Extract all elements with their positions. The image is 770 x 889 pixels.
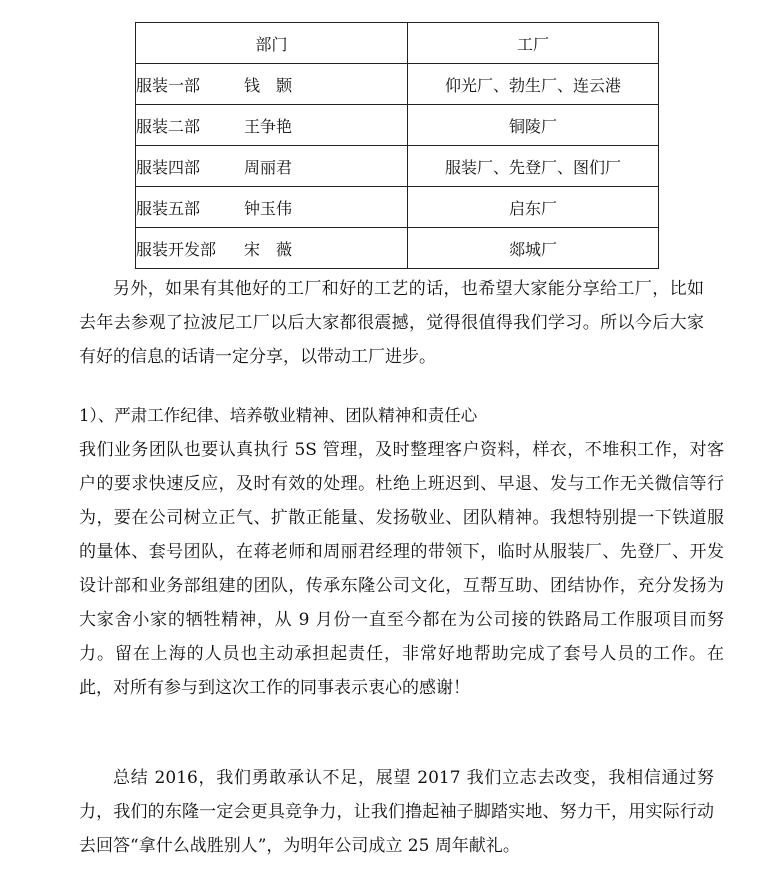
person-name: 王争艳 <box>244 116 293 136</box>
person-name: 钱 颢 <box>244 75 293 95</box>
factory-cell: 服装厂、先登厂、图们厂 <box>408 146 659 187</box>
department-name: 服装二部 <box>136 116 201 136</box>
header-factory: 工厂 <box>408 23 659 64</box>
department-cell <box>136 228 408 269</box>
table-row <box>136 228 659 269</box>
header-department: 部门 <box>136 23 408 64</box>
department-cell <box>136 105 408 146</box>
paragraph-summary-2016: 总结 2016，我们勇敢承认不足，展望 2017 我们立志去改变，我相信通过努力，我们的东隆一定会更具竞争力，让我们撸起袖子脚踏实地、努力干，用实际行动去回答“拿什么战胜别人”，为明年公司成立 25 周年献礼。 <box>79 768 714 856</box>
factory-cell: 启东厂 <box>408 187 659 228</box>
table-row <box>136 187 659 228</box>
department-cell <box>136 64 408 105</box>
paragraph-team-discipline: 我们业务团队也要认真执行 5S 管理，及时整理客户资料，样衣，不堆积工作，对客户的要求快速反应，及时有效的处理。杜绝上班迟到、早退、发与工作无关微信等行为，要在公司树立正气、扩散正能量、发扬敬业、团队精神。我想特别提一下铁道服的量体、套号团队，在蒋老师和周丽君经理的带领下，临时从服装厂、先登厂、开发设计部和业务部组建的团队，传承东隆公司文化，互帮互助、团结协作，充分发扬为大家舍小家的牺牲精神，从 9 月份一直至今都在为公司接的铁路局工作服项目而努力。留在上海的人员也主动承担起责任，非常好地帮助完成了套号人员的工作。在此，对所有参与到这次工作的同事表示衷心的感谢！ <box>79 440 724 698</box>
department-factory-table <box>135 22 659 269</box>
department-name: 服装四部 <box>136 157 201 177</box>
table-row <box>136 105 659 146</box>
section-heading-discipline: 1）、严肃工作纪律、培养敬业精神、团队精神和责任心 <box>79 406 478 425</box>
department-cell <box>136 146 408 187</box>
factory-cell: 仰光厂、勃生厂、连云港 <box>408 64 659 105</box>
table-header-row <box>136 23 659 64</box>
department-name: 服装五部 <box>136 198 201 218</box>
person-name: 钟玉伟 <box>244 198 293 218</box>
table-row <box>136 146 659 187</box>
person-name: 周丽君 <box>244 157 293 177</box>
factory-cell: 郯城厂 <box>408 228 659 269</box>
paragraph-share-factories: 另外，如果有其他好的工厂和好的工艺的话，也希望大家能分享给工厂，比如去年去参观了拉波尼工厂以后大家都很震撼，觉得很值得我们学习。所以今后大家有好的信息的话请一定分享，以带动工厂进步。 <box>79 279 704 367</box>
department-name: 服装一部 <box>136 75 201 95</box>
department-cell <box>136 187 408 228</box>
department-name: 服装开发部 <box>136 239 217 259</box>
person-name: 宋 薇 <box>244 239 293 259</box>
table-row <box>136 64 659 105</box>
factory-cell: 铜陵厂 <box>408 105 659 146</box>
